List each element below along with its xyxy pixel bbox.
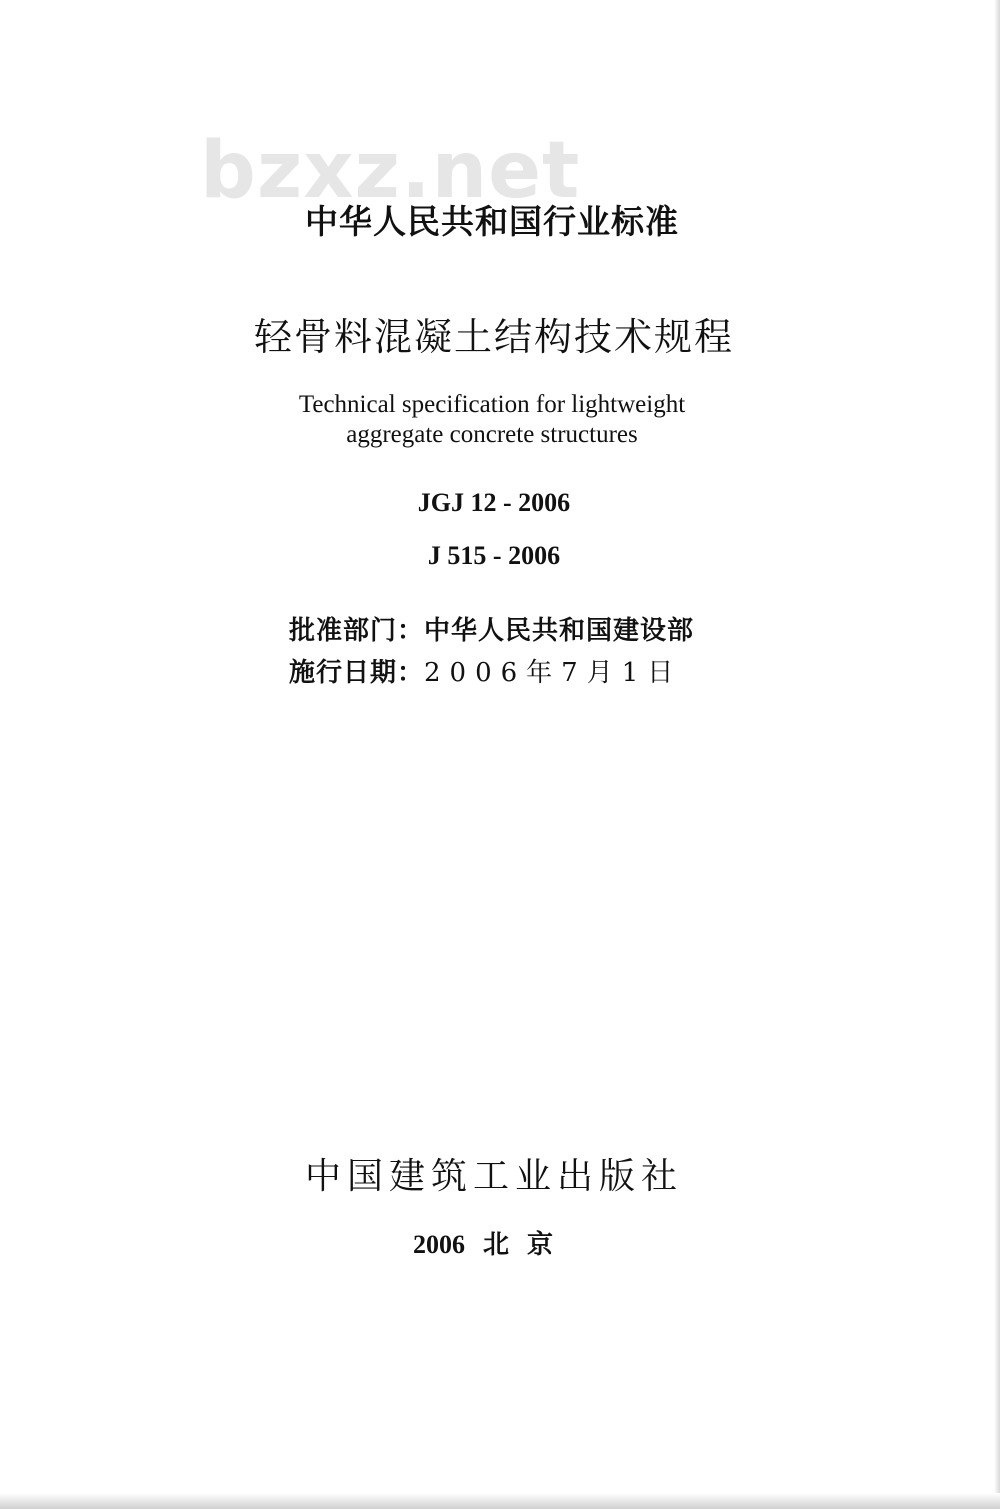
title-english-line-2: aggregate concrete structures (346, 421, 638, 448)
standard-code-secondary: J 515 - 2006 (427, 541, 561, 570)
standard-category: 中华人民共和国行业标准 (305, 202, 679, 241)
effective-date-value: 2006年7月1日 (424, 658, 683, 688)
approval-label: 批准部门： (289, 616, 425, 646)
page-edge-shadow-bottom (0, 1493, 1000, 1509)
effective-date-row (289, 652, 694, 694)
issuance-info (289, 610, 694, 694)
publisher-name: 中国建筑工业出版社 (304, 1156, 683, 1197)
page-edge-shadow-right (994, 0, 1000, 1509)
effective-date-label: 施行日期： (289, 658, 425, 688)
watermark: bzxz.net (200, 126, 581, 216)
title-chinese: 轻骨料混凝土结构技术规程 (253, 315, 734, 359)
approval-row (289, 610, 694, 652)
publication-year: 2006 (412, 1230, 465, 1259)
standard-code-primary: JGJ 12 - 2006 (417, 488, 571, 517)
title-english-line-1: Technical specification for lightweight (298, 391, 686, 418)
approval-value: 中华人民共和国建设部 (424, 616, 695, 646)
publication-line (0, 1224, 992, 1261)
publication-city: 北京 (482, 1230, 571, 1260)
